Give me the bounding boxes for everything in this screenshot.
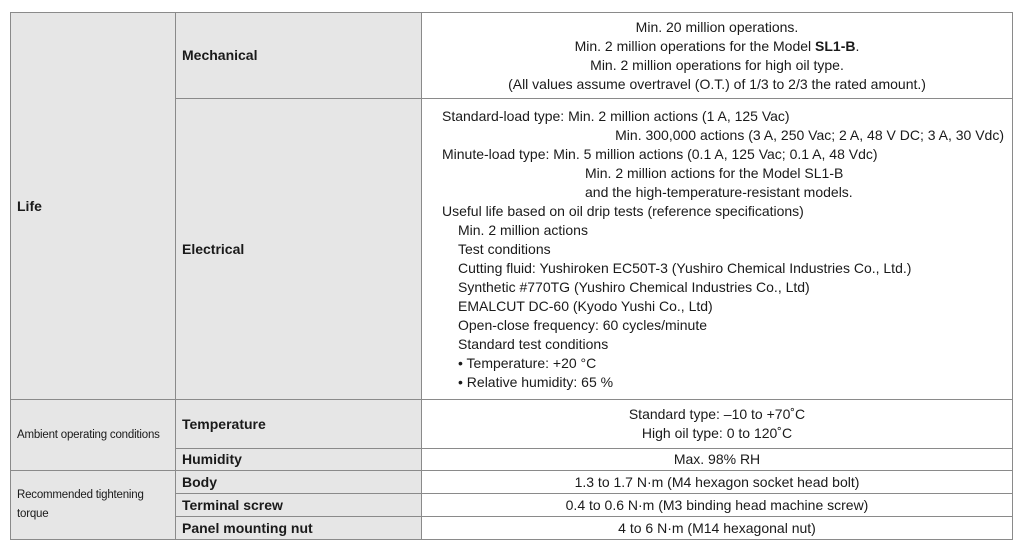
electrical-line: and the high-temperature-resistant models. xyxy=(585,183,853,200)
mechanical-line-2-end: . xyxy=(855,37,860,54)
electrical-line: Standard test conditions xyxy=(458,335,609,352)
mechanical-line-4: (All values assume overtravel (O.T.) of 1/3 to 2/3 the rated amount.) xyxy=(508,75,926,92)
mechanical-line-2-text: Min. 2 million operations for the Model xyxy=(574,37,816,54)
subcategory-body: Body xyxy=(176,471,422,494)
electrical-line: Useful life based on oil drip tests (reference specifications) xyxy=(442,202,804,219)
row-ambient-temperature xyxy=(11,400,1013,449)
electrical-line: Test conditions xyxy=(458,240,551,257)
value-temperature xyxy=(422,400,1013,449)
model-sl1b: SL1-B xyxy=(815,37,856,54)
subcategory-panel-mounting-nut: Panel mounting nut xyxy=(176,517,422,540)
category-torque: Recommended tightening torque xyxy=(11,471,176,540)
electrical-line: Synthetic #770TG (Yushiro Chemical Industries Co., Ltd) xyxy=(458,278,810,295)
subcategory-temperature: Temperature xyxy=(176,400,422,449)
temperature-line-2: High oil type: 0 to 120˚C xyxy=(641,425,793,441)
value-electrical xyxy=(422,99,1013,400)
electrical-line: Open-close frequency: 60 cycles/minute xyxy=(458,316,708,333)
row-torque-body xyxy=(11,471,1013,494)
temperature-line-1: Standard type: –10 to +70˚C xyxy=(628,406,806,422)
electrical-line: Min. 2 million actions for the Model SL1-B xyxy=(585,164,844,181)
spec-table-container xyxy=(10,12,1012,540)
subcategory-electrical: Electrical xyxy=(176,99,422,400)
value-terminal-screw: 0.4 to 0.6 N·m (M3 binding head machine screw) xyxy=(422,494,1013,517)
subcategory-terminal-screw: Terminal screw xyxy=(176,494,422,517)
electrical-line: Minute-load type: Min. 5 million actions (0.1 A, 125 Vac; 0.1 A, 48 Vdc) xyxy=(442,145,878,162)
value-panel-mounting-nut: 4 to 6 N·m (M14 hexagonal nut) xyxy=(422,517,1013,540)
mechanical-line-3: Min. 2 million operations for high oil type. xyxy=(590,56,844,73)
electrical-line: Min. 300,000 actions (3 A, 250 Vac; 2 A, 48 V DC; 3 A, 30 Vdc) xyxy=(615,126,1004,143)
value-mechanical xyxy=(422,13,1013,99)
spec-table xyxy=(10,12,1013,540)
mechanical-line-1: Min. 20 million operations. xyxy=(635,18,799,35)
electrical-line: • Relative humidity: 65 % xyxy=(458,373,614,390)
mechanical-line-2 xyxy=(430,37,1004,56)
electrical-line: Standard-load type: Min. 2 million actions (1 A, 125 Vac) xyxy=(442,107,790,124)
subcategory-mechanical: Mechanical xyxy=(176,13,422,99)
category-ambient: Ambient operating conditions xyxy=(11,400,176,471)
value-body: 1.3 to 1.7 N·m (M4 hexagon socket head bolt) xyxy=(422,471,1013,494)
value-humidity: Max. 98% RH xyxy=(422,449,1013,471)
electrical-line: Min. 2 million actions xyxy=(458,221,588,238)
row-life-mechanical xyxy=(11,13,1013,99)
category-life: Life xyxy=(11,13,176,400)
subcategory-humidity: Humidity xyxy=(176,449,422,471)
electrical-line: • Temperature: +20 °C xyxy=(458,354,597,371)
electrical-line: EMALCUT DC-60 (Kyodo Yushi Co., Ltd) xyxy=(458,297,713,314)
electrical-line: Cutting fluid: Yushiroken EC50T-3 (Yushiro Chemical Industries Co., Ltd.) xyxy=(458,259,912,276)
